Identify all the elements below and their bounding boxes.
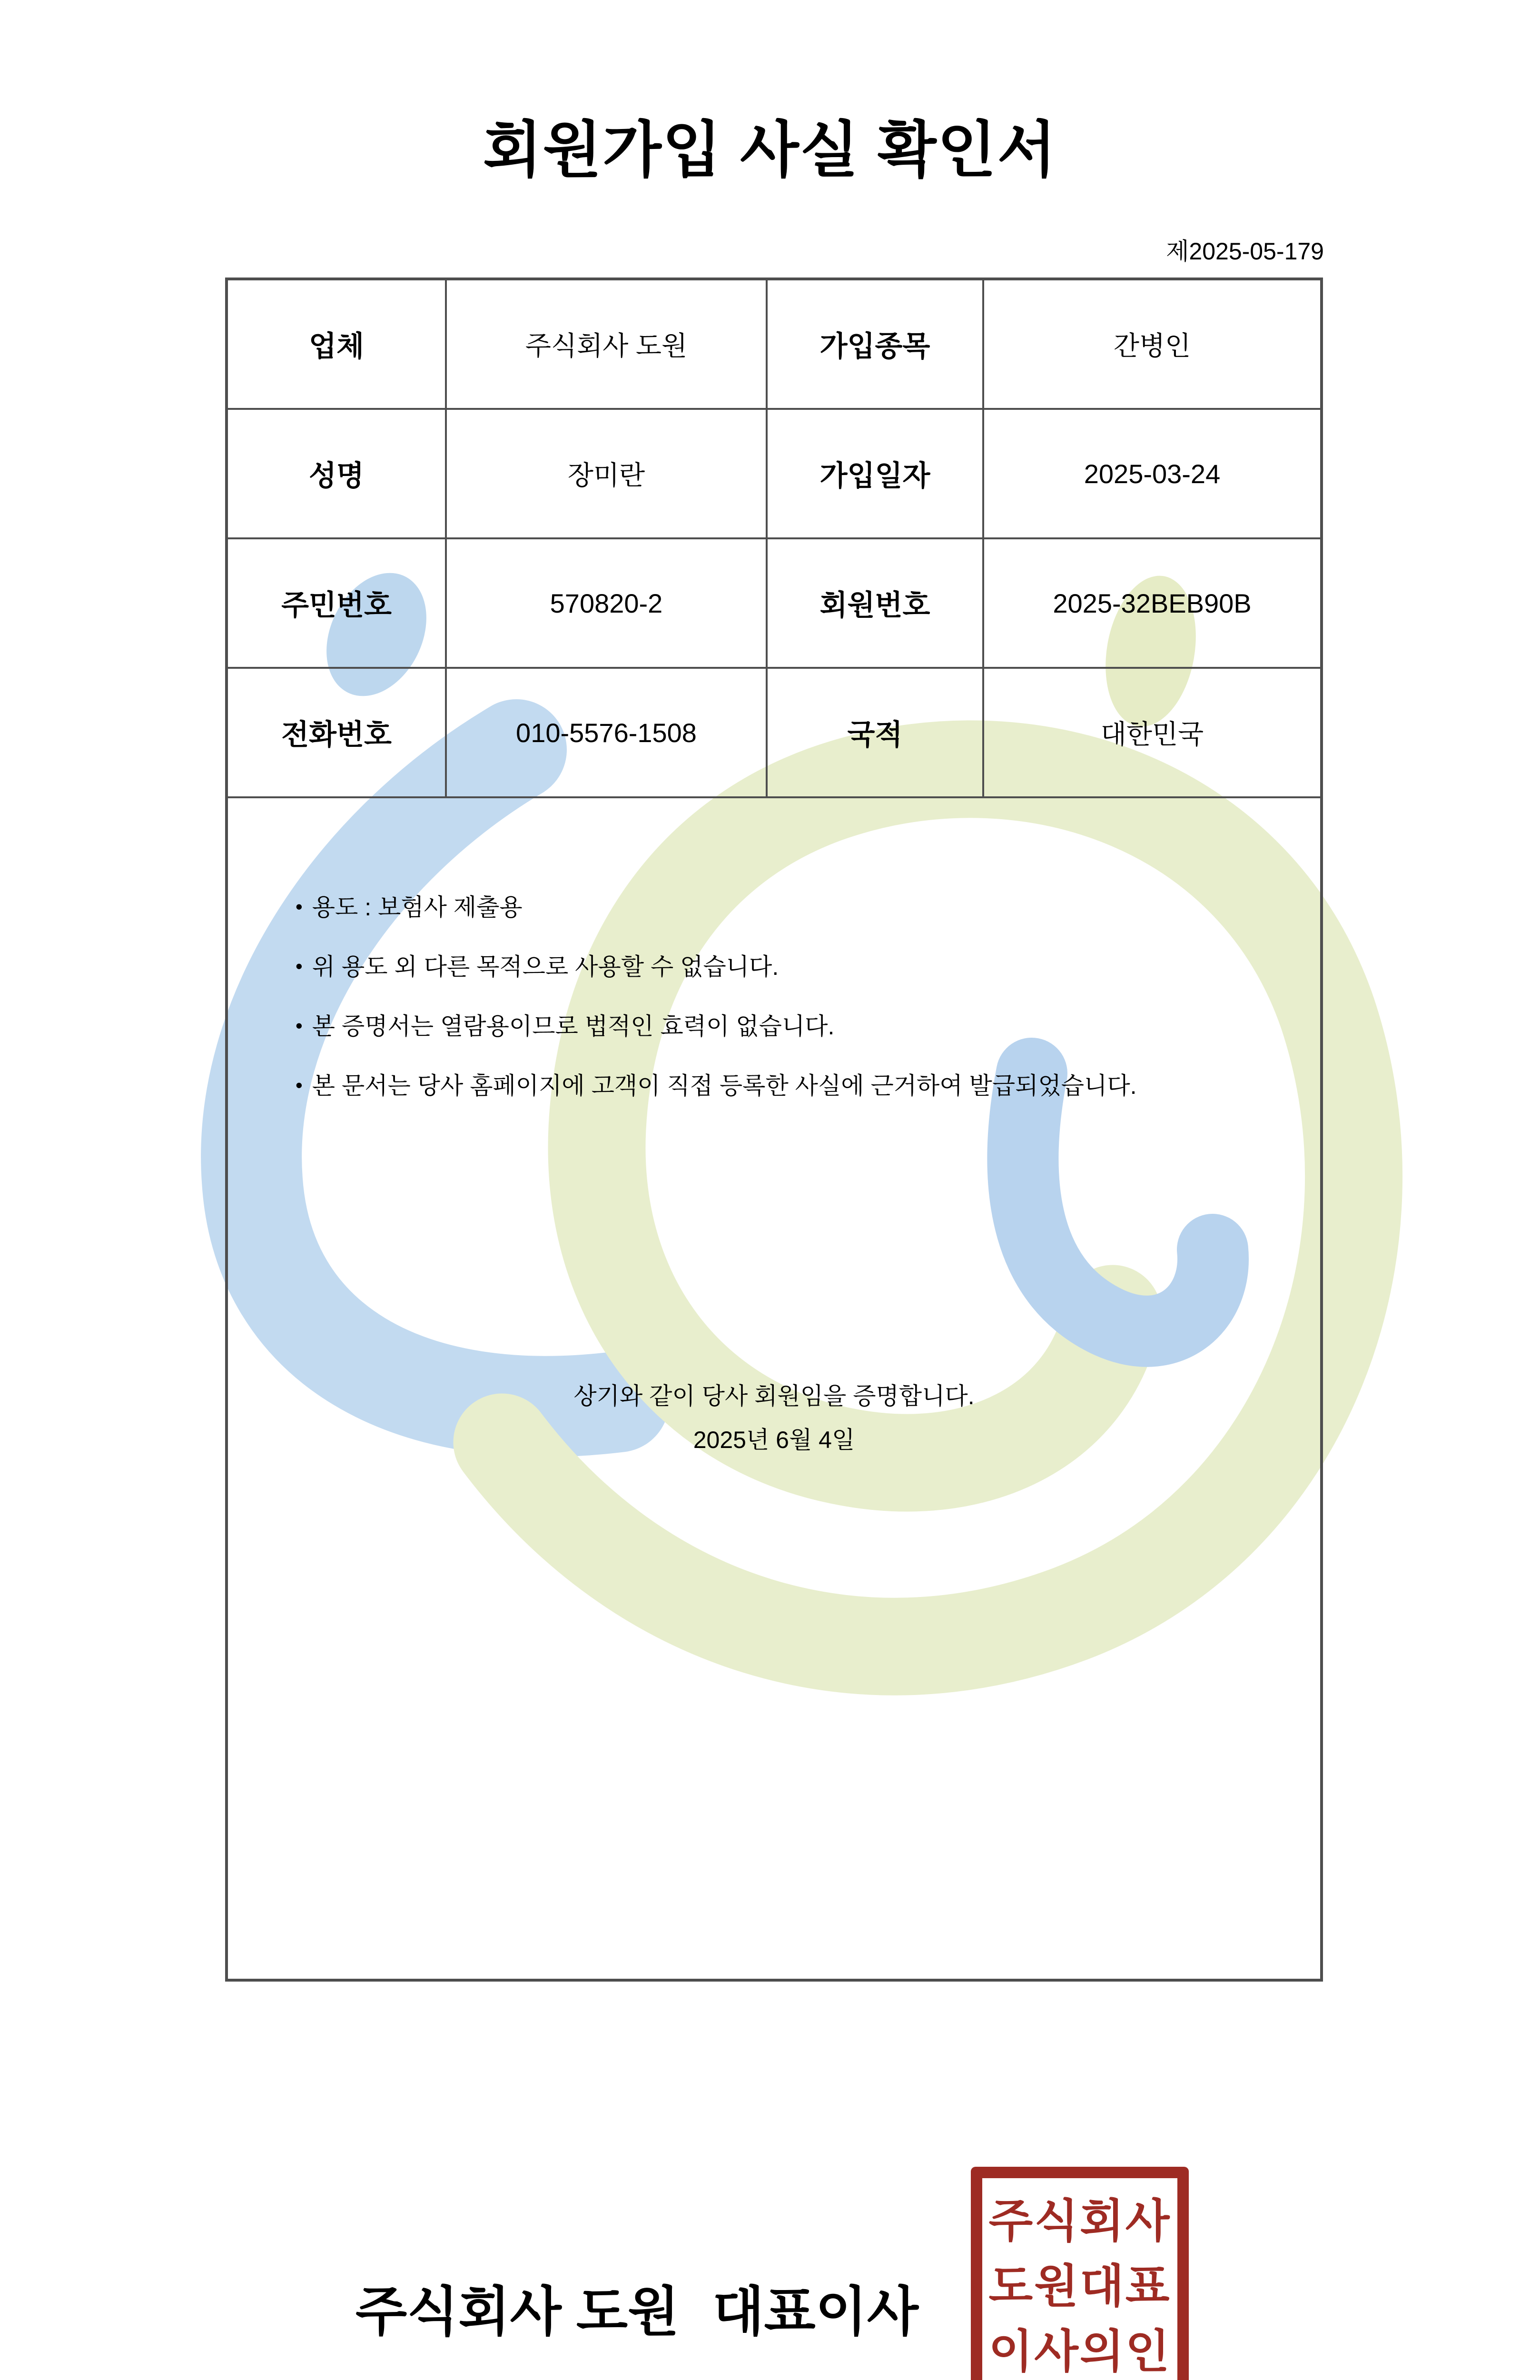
member-info-table (228, 280, 1320, 798)
certification-statement-block (228, 1382, 1320, 1454)
page-title: 회원가입 사실 확인서 (0, 101, 1540, 188)
table-label-membership-type: 가입종목 (768, 280, 984, 410)
table-label-resident-number: 주민번호 (228, 539, 447, 669)
table-value-member-number: 2025-32BEB90B (984, 539, 1320, 669)
table-label-nationality: 국적 (768, 669, 984, 798)
note-item (296, 1012, 1277, 1041)
corporate-seal-stamp (971, 2167, 1189, 2380)
table-label-phone: 전화번호 (228, 669, 447, 798)
signature-line (355, 2269, 918, 2346)
table-label-member-number: 회원번호 (768, 539, 984, 669)
note-text: 위 용도 외 다른 목적으로 사용할 수 없습니다. (312, 953, 779, 980)
table-value-resident-number: 570820-2 (447, 539, 768, 669)
note-item (296, 893, 1277, 922)
bullet-icon: • (296, 1071, 303, 1099)
certificate-body (225, 278, 1323, 1982)
table-value-membership-type: 간병인 (984, 280, 1320, 410)
signature-role: 대표이사 (712, 2269, 918, 2346)
certificate-lower-section (228, 798, 1320, 1979)
table-value-name: 장미란 (447, 410, 768, 539)
notes-list (296, 893, 1277, 1131)
note-text: 본 증명서는 열람용이므로 법적인 효력이 없습니다. (312, 1013, 835, 1040)
certification-statement: 상기와 같이 당사 회원임을 증명합니다. (228, 1382, 1320, 1410)
table-value-company: 주식회사 도원 (447, 280, 768, 410)
table-value-phone: 010-5576-1508 (447, 669, 768, 798)
signature-company: 주식회사 도원 (355, 2269, 679, 2346)
bullet-icon: • (296, 893, 303, 921)
document-number: 제2025-05-179 (1166, 232, 1324, 267)
note-item (296, 953, 1277, 982)
issue-date: 2025년 6월 4일 (228, 1426, 1320, 1454)
note-text: 용도 : 보험사 제출용 (312, 894, 523, 921)
table-value-join-date: 2025-03-24 (984, 410, 1320, 539)
note-text: 본 문서는 당사 홈페이지에 고객이 직접 등록한 사실에 근거하여 발급되었습니다. (312, 1072, 1137, 1099)
table-value-nationality: 대한민국 (984, 669, 1320, 798)
bullet-icon: • (296, 952, 303, 980)
bullet-icon: • (296, 1012, 303, 1040)
seal-text-line: 주식회사 (989, 2189, 1171, 2254)
table-label-name: 성명 (228, 410, 447, 539)
table-label-join-date: 가입일자 (768, 410, 984, 539)
note-item (296, 1072, 1277, 1101)
seal-text-line: 도원대표 (989, 2254, 1171, 2319)
table-label-company: 업체 (228, 280, 447, 410)
seal-text-line: 이사의인 (989, 2319, 1171, 2380)
